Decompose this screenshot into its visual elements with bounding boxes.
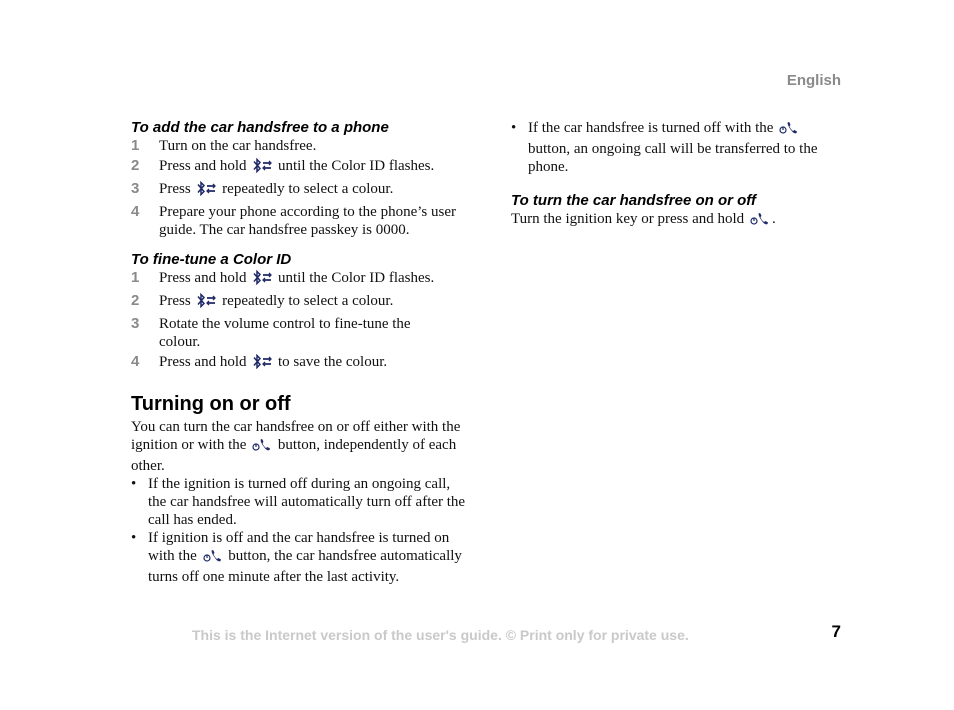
step-text: until the Color ID flashes. — [278, 270, 435, 286]
intro-text: You can turn the car handsfree on or off either with the ignition or with the — [131, 419, 461, 453]
step-number: 4 — [131, 203, 140, 220]
list-item — [131, 315, 466, 351]
bullet-marker: • — [131, 530, 137, 546]
step-number: 2 — [131, 157, 140, 174]
step-number: 3 — [131, 180, 140, 197]
right-column — [511, 119, 831, 231]
turning-bullets — [131, 475, 466, 586]
step-text: until the Color ID flashes. — [278, 158, 435, 174]
list-item — [131, 529, 466, 586]
intro-paragraph — [131, 418, 466, 475]
finetune-steps — [131, 269, 466, 374]
finetune-heading: To fine-tune a Color ID — [131, 251, 292, 268]
power-call-icon — [750, 211, 770, 231]
list-item — [131, 137, 466, 155]
bluetooth-icon — [252, 270, 272, 290]
page-number: 7 — [831, 622, 841, 641]
step-number: 4 — [131, 353, 140, 370]
list-item — [131, 203, 466, 239]
bullet-text: If the ignition is turned off during an ongoing call, the car handsfree will automatically turn off after the call has ended. — [148, 476, 466, 528]
intro-text: button, independently of each other. — [131, 437, 457, 474]
para-text: Turn the ignition key or press and hold — [511, 211, 745, 227]
step-text: to save the colour. — [278, 354, 388, 370]
step-number: 3 — [131, 315, 140, 332]
left-column — [131, 119, 466, 586]
bullet-text: button, an ongoing call will be transferred to the phone. — [528, 141, 818, 175]
list-item — [131, 353, 466, 374]
power-call-icon — [252, 437, 272, 457]
list-item — [131, 292, 466, 313]
step-text: Press and hold — [159, 270, 247, 286]
bullet-marker: • — [131, 476, 137, 492]
step-text: Prepare your phone according to the phone’s user guide. The car handsfree passkey is 0000. — [159, 204, 456, 238]
bullet-text: If ignition is off and the car handsfree is turned on with the — [148, 530, 450, 564]
list-item — [131, 475, 466, 529]
bluetooth-icon — [252, 354, 272, 374]
list-item — [131, 269, 466, 290]
step-text: repeatedly to select a colour. — [222, 181, 394, 197]
footer-notice: This is the Internet version of the user's guide. © Print only for private use. — [192, 627, 689, 643]
add-steps — [131, 137, 466, 239]
bullet-text: button, the car handsfree automatically turns off one minute after the last activity. — [148, 548, 462, 585]
para-text: . — [771, 211, 776, 227]
step-text: Turn on the car handsfree. — [159, 138, 317, 154]
list-item — [131, 157, 466, 178]
add-handsfree-heading: To add the car handsfree to a phone — [131, 119, 389, 136]
step-number: 1 — [131, 269, 140, 286]
step-text: Press — [159, 293, 191, 309]
turn-on-off-paragraph — [511, 210, 831, 231]
bluetooth-icon — [252, 158, 272, 178]
power-call-icon — [203, 548, 223, 568]
step-text: Press and hold — [159, 354, 247, 370]
bluetooth-icon — [196, 293, 216, 313]
right-bullets — [511, 119, 831, 176]
turn-on-off-heading: To turn the car handsfree on or off — [511, 192, 757, 209]
step-text: repeatedly to select a colour. — [222, 293, 394, 309]
list-item — [131, 180, 466, 201]
step-text: Press and hold — [159, 158, 247, 174]
bullet-text: If the car handsfree is turned off with the — [528, 120, 774, 136]
step-number: 1 — [131, 137, 140, 154]
step-text: Rotate the volume control to fine-tune the colour. — [159, 316, 411, 350]
step-number: 2 — [131, 292, 140, 309]
bullet-marker: • — [511, 120, 517, 136]
list-item — [511, 119, 831, 176]
bluetooth-icon — [196, 181, 216, 201]
power-call-icon — [779, 120, 799, 140]
language-label: English — [786, 72, 841, 89]
step-text: Press — [159, 181, 191, 197]
section-title: Turning on or off — [131, 393, 291, 415]
